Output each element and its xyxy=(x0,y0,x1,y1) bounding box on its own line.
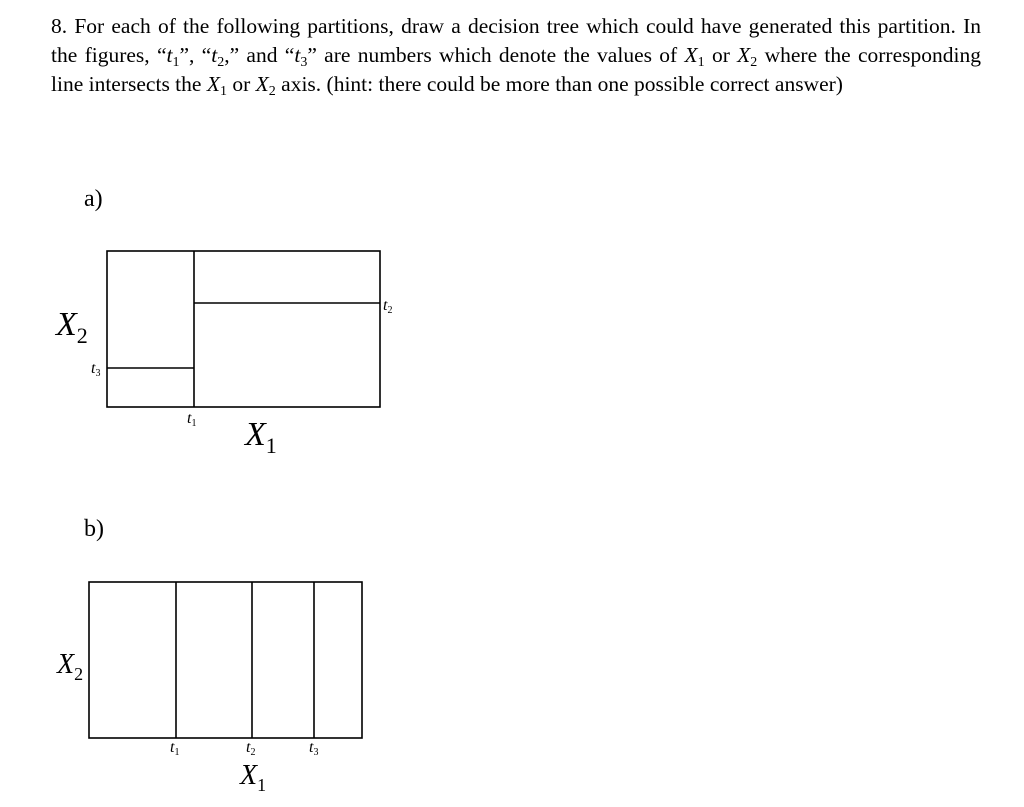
statement-text: 8. For each of the following partitions, draw a decision tree which could have generated this partition. In the figures, “ xyxy=(51,14,981,67)
statement-text: axis. (hint: there could be more than one possible correct answer) xyxy=(275,72,843,96)
figure-b-tick-t1: t1 xyxy=(170,739,180,758)
part-b-label: b) xyxy=(84,516,104,542)
math-subscript: 1 xyxy=(697,55,705,70)
figure-a-tick-t2: t2 xyxy=(383,297,393,316)
math-subscript: 1 xyxy=(219,84,227,99)
figure-a-y-axis-label: X2 xyxy=(56,306,88,348)
figure-a-tick-t1: t1 xyxy=(187,410,197,429)
statement-text: ”, “ xyxy=(179,43,212,67)
math-subscript: 2 xyxy=(217,55,225,70)
figure-b-y-axis-label: X2 xyxy=(57,649,84,684)
math-variable: X xyxy=(255,72,269,96)
figure-b-tick-t3: t3 xyxy=(309,739,319,758)
math-variable: X xyxy=(684,43,698,67)
math-variable: t xyxy=(211,43,218,67)
math-subscript: 2 xyxy=(268,84,276,99)
math-variable: X xyxy=(737,43,751,67)
statement-text: ,” and “ xyxy=(224,43,295,67)
math-variable: t xyxy=(166,43,173,67)
statement-text: ” are numbers which denote the values of xyxy=(307,43,685,67)
part-a-label: a) xyxy=(84,186,103,212)
statement-text: or xyxy=(226,72,256,96)
figure-b-tick-t2: t2 xyxy=(246,739,256,758)
figure-b-x-axis-label: X1 xyxy=(240,760,267,795)
math-subscript: 1 xyxy=(172,55,180,70)
figure-a-tick-t3: t3 xyxy=(91,360,101,379)
math-variable: X xyxy=(206,72,220,96)
statement-text: where the corresponding line intersects the xyxy=(51,43,981,96)
math-subscript: 3 xyxy=(300,55,308,70)
figure-a-outer-box xyxy=(107,251,380,407)
figure-b xyxy=(56,582,362,795)
figure-a xyxy=(54,251,392,458)
figure-b-outer-box xyxy=(89,582,362,738)
figure-a-x-axis-label: X1 xyxy=(245,416,277,458)
math-variable: t xyxy=(294,43,301,67)
statement-text: or xyxy=(704,43,738,67)
math-subscript: 2 xyxy=(750,55,758,70)
